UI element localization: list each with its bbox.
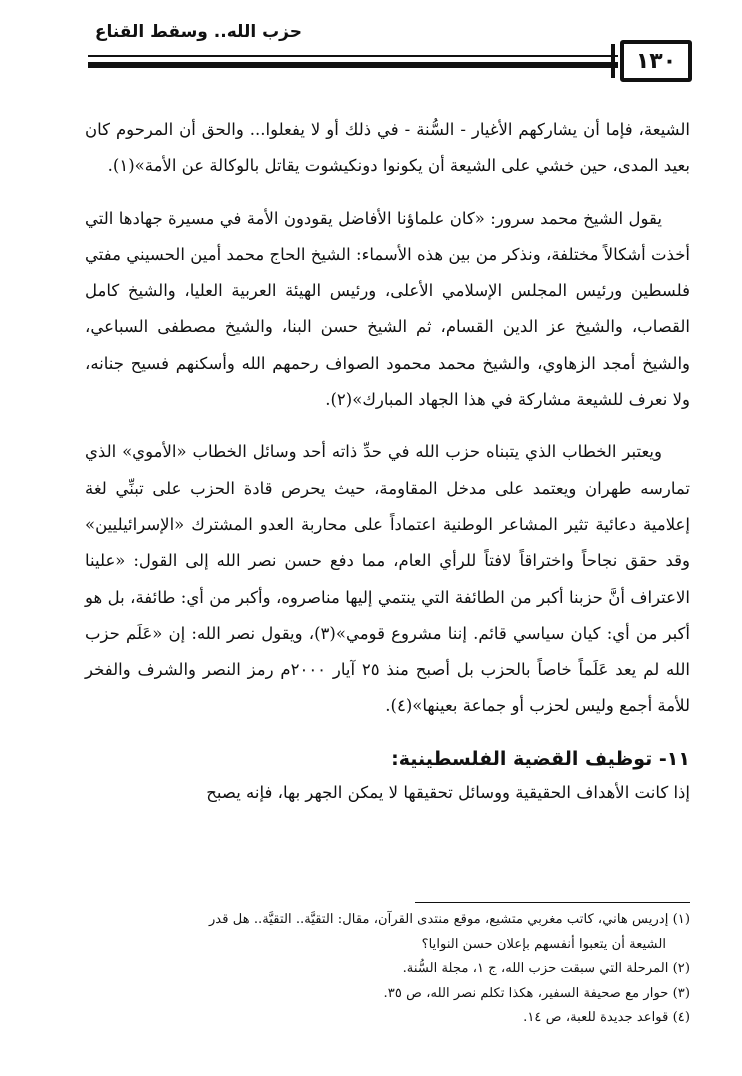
main-text: [85, 112, 690, 811]
header-rule-thick: [88, 62, 618, 68]
footnote-2: (٢) المرحلة التي سبقت حزب الله، ج ١، مجلة السُّنة.: [402, 961, 690, 976]
page-number: ١٣٠: [635, 48, 677, 74]
footnotes: [85, 908, 690, 1031]
paragraph-1: الشيعة، فإما أن يشاركهم الأغيار - السُّنة - في ذلك أو لا يفعلوا... والحق أن المرحوم كان بعيد المدى، حين خشي على الشيعة أن يكونوا دونكيشوت يقاتل بالوكالة عن الأمة»(١).: [85, 120, 690, 176]
footnote-4: (٤) قواعد جديدة للعبة، ص ١٤.: [523, 1010, 690, 1025]
running-title: حزب الله.. وسقط القناع: [94, 22, 302, 42]
page-number-accent: [611, 44, 615, 78]
header-rule-thin: [88, 55, 618, 57]
footnote-3: (٣) حوار مع صحيفة السفير، هكذا تكلم نصر الله، ص ٣٥.: [383, 985, 690, 1001]
page-number-box: [620, 40, 692, 82]
footnote-1: (١) إدريس هاني، كاتب مغربي متشيع، موقع منتدى القرآن، مقال: التقيَّة.. التقيَّة.. هل قدر: [208, 912, 690, 927]
section-heading: ١١- توظيف القضية الفلسطينية:: [391, 747, 690, 770]
paragraph-3: ويعتبر الخطاب الذي يتبناه حزب الله في حدِّ ذاته أحد وسائل الخطاب «الأموي» الذي تمارسه طهران ويعتمد على مدخل المقاومة، حيث يحرص قادة الحزب على تبنِّي لغة إعلامية دعائية تثير المشاعر الوطنية اعتماداً على محاربة العدو المشترك «الإسرائيليين» وقد حقق نجاحاً واختراقاً لافتاً للرأي العام، مما دفع حسن نصر الله إلى القول: «علينا الاعتراف أنَّ حزبنا أكبر من الطائفة التي ينتمي إليها مناصروه، وأكبر من أي: طائفة، بل هو أكبر من أي: كيان سياسي قائم. إننا مشروع قومي»(٣)، ويقول نصر الله: إن «عَلَم حزب الله لم يعد عَلَماً خاصاً بالحزب بل أصبح منذ ٢٥ آيار ٢٠٠٠م رمز النصر والشرف والفخر للأمة أجمع وليس لحزب أو جماعة بعينها»(٤).: [85, 442, 690, 716]
paragraph-4: إذا كانت الأهداف الحقيقية ووسائل تحقيقها لا يمكن الجهر بها، فإنه يصبح: [206, 782, 690, 802]
footnote-divider: [415, 902, 690, 903]
footnote-1-continuation: الشيعة أن يتعبوا أنفسهم بإعلان حسن النوايا؟: [421, 936, 666, 952]
page-header: [0, 0, 742, 110]
paragraph-2: يقول الشيخ محمد سرور: «كان علماؤنا الأفاضل يقودون الأمة في مسيرة جهادها التي أخذت أشكالاً مختلفة، ونذكر من بين هذه الأسماء: الشيخ الحاج محمد أمين الحسيني مفتي فلسطين ورئيس المجلس الإسلامي الأعلى، ورئيس الهيئة العربية العليا، والشيخ كامل القصاب، والشيخ عز الدين القسام، ثم الشيخ حسن البنا، والشيخ مصطفى السباعي، والشيخ أمجد الزهاوي، والشيخ محمد محمود الصواف رحمهم الله وأسكنهم فسيح جنانه، ولا نعرف للشيعة مشاركة في هذا الجهاد المبارك»(٢).: [85, 208, 690, 410]
